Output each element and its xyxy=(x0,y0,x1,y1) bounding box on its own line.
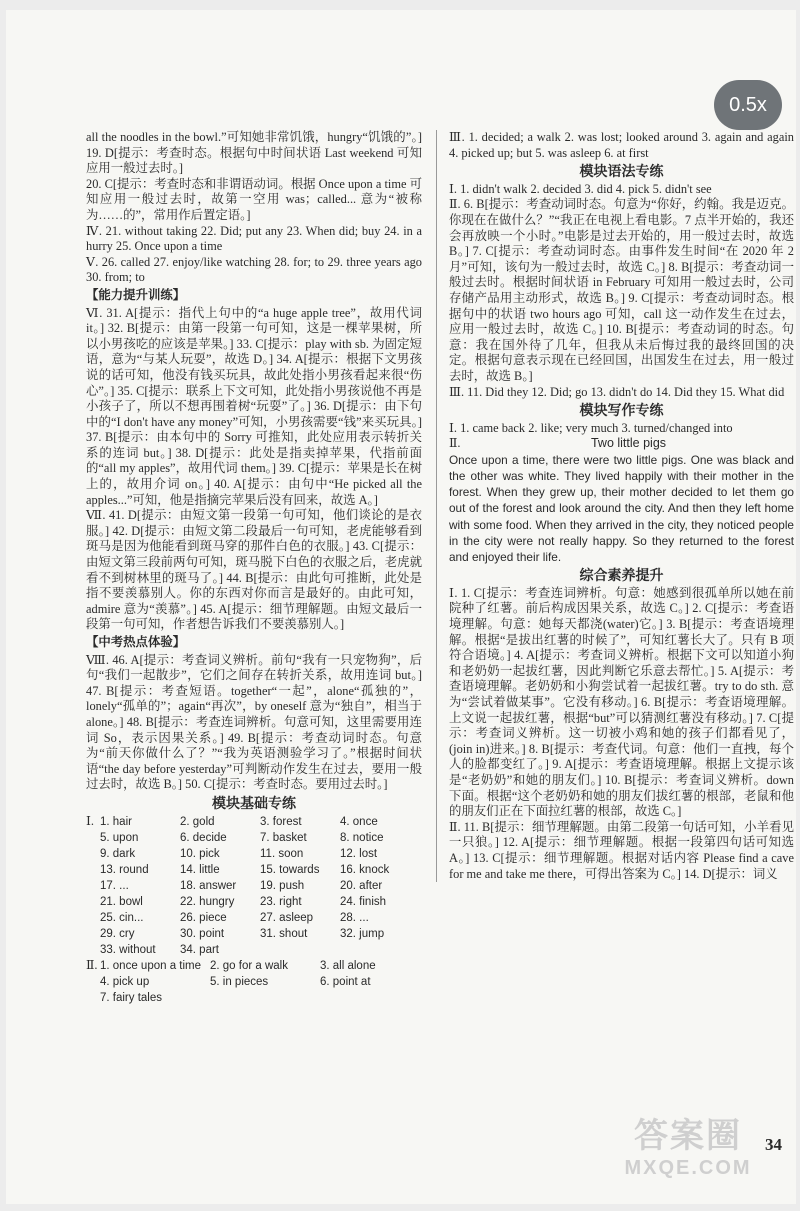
part-number: Ⅱ. xyxy=(449,436,461,451)
vocab-answer: 32. jump xyxy=(340,927,385,940)
vocab-answer: 6. decide xyxy=(180,831,227,844)
vocab-answer: 13. round xyxy=(100,863,149,876)
answer-paragraph: Ⅱ. 11. B[提示：细节理解题。由第二段第一句话可知，小羊看见一只狼。] 12. A[提示：细节理解题。根据一段第四句话可知选 A。] 13. C[提示：细节理解题。根据对话内容 Please find a cave for me and take me there，可得出答案为 C。] 14. D[提示：词义 xyxy=(449,819,794,881)
vocab-answer: 21. bowl xyxy=(100,895,143,908)
section-heading-grammar: 模块语法专练 xyxy=(579,163,664,180)
watermark-logo xyxy=(598,1108,778,1180)
vocab-answer: 11. soon xyxy=(260,847,304,860)
answer-paragraph: 20. C[提示：考查时态和非谓语动词。根据 Once upon a time 可知应用一般过去时，故第一空用 was；called... 意为“被称为……的”，常用作后置定语。] xyxy=(86,176,422,222)
zoom-level-badge[interactable]: 0.5x xyxy=(714,80,782,130)
vocab-answer: 18. answer xyxy=(180,879,237,892)
phrase-answer: 6. point at xyxy=(320,975,371,988)
section-label-ability: 【能力提升训练】 xyxy=(86,287,186,302)
phrase-block xyxy=(86,958,422,1006)
section-heading-writing: 模块写作专练 xyxy=(579,402,664,419)
vocab-answer: 10. pick xyxy=(180,847,220,860)
vocab-answer: 9. dark xyxy=(100,847,136,860)
answer-paragraph: Ⅵ. 31. A[提示：指代上句中的“a huge apple tree”，故用代词 it。] 32. B[提示：由第一段第一句可知，这是一棵苹果树，所以小男孩吃的应该是苹果。] 33. C[提示：play with sb. 为固定短语，意为“与某人玩耍”，故选 D。] 34. A[提示：根据下文男孩说的话可知，他没有钱买玩具，故此处指小男孩看起来很“伤心”。] 35. C[提示：联系上下文可知，此处指小男孩说他不再是小孩子了，所以不想再围着树“玩耍”了。] 36. D[提示：由下句中的“I don't have any money”可知，小男孩需要“钱”来买玩具。] 37. B[提示：由本句中的 Sorry 可推知，此处应用表示转折关系的连词 but。] 38. D[提示：此处是指卖掉苹果，代指前面的“all my apples”，故用代词 them。] 39. C[提示：苹果是长在树上的，故用介词 on。] 40. A[提示：由句中“He picked all the apples...”可知，他是指摘完苹果后没有回来，故选 A。] xyxy=(86,305,422,507)
vocab-answer: 5. upon xyxy=(100,831,139,844)
vocab-answer: 34. part xyxy=(180,943,219,956)
phrase-answer: 4. pick up xyxy=(100,975,150,988)
vocab-answer: 19. push xyxy=(260,879,305,892)
part-number: Ⅱ. xyxy=(86,957,98,972)
answer-paragraph: Ⅲ. 1. decided; a walk 2. was lost; looked around 3. again and again 4. picked up; but 5. was asleep 6. at first xyxy=(449,130,794,160)
vocab-answer: 20. after xyxy=(340,879,383,892)
essay-title-row xyxy=(449,436,794,452)
section-heading-comprehensive: 综合素养提升 xyxy=(579,567,664,584)
phrase-answer: 7. fairy tales xyxy=(100,991,162,1004)
vocab-answer: 29. cry xyxy=(100,927,135,940)
answer-paragraph: Ⅰ. 1. C[提示：考查连词辨析。句意：她感到很孤单所以她在前院种了红薯。前后构成因果关系，故选 C。] 2. C[提示：考查语境理解。句意：她每天都浇(water)它。] 3. B[提示：考查语境理解。根据“是拔出红薯的时候了”，可知红薯长大了。只有 B 项符合语境。] 4. A[提示：考查词义辨析。根据下文可以知道小狗和老奶奶一起拔红薯，因此判断它乐意去帮忙。] 5. A[提示：考查语境理解。老奶奶和小狗尝试着一起拔红薯。try to do sth. 意为“尝试着做某事”。它没有移动。] 6. B[提示：考查语境理解。上文说一起拔红薯，根据“but”可以猜测红薯没有移动。] 7. C[提示：考查词义辨析。这一切被小鸡和她的孩子们都看见了，(join in)进来。] 8. B[提示：考查代词。句意：他们一直拽，每个人的脸都变红了。] 9. A[提示：考查语境理解。根据上文提示该是“老奶奶”和她的朋友们。] 10. B[提示：考查词义辨析。down 下面。根据“这个老奶奶和她的朋友们拔红薯的根部，老鼠和他的朋友们正在下面拉红薯的根部，故选 C。] xyxy=(449,585,794,819)
vocab-answer: 17. ... xyxy=(100,879,129,892)
answer-paragraph: Ⅰ. 1. didn't walk 2. decided 3. did 4. pick 5. didn't see xyxy=(449,181,712,196)
vocab-answer: 22. hungry xyxy=(180,895,235,908)
answer-paragraph: Ⅲ. 11. Did they 12. Did; go 13. didn't do 14. Did they 15. What did xyxy=(449,384,785,399)
vocab-answer: 12. lost xyxy=(340,847,378,860)
section-label-hot: 【中考热点体验】 xyxy=(86,635,186,649)
vocab-answer: 8. notice xyxy=(340,831,384,844)
vocab-answer: 1. hair xyxy=(100,815,132,828)
right-column xyxy=(436,130,794,882)
vocab-answer: 30. point xyxy=(180,927,225,940)
answer-paragraph: Ⅶ. 41. D[提示：由短文第一段第一句可知，他们谈论的是衣服。] 42. D[提示：由短文第二段最后一句可知，老虎能够看到斑马是因为他能看到斑马穿的那件白色的衣服。] 43. C[提示：由短文第三段前两句可知，斑马脱下白色的衣服之后，老虎就看不到树林里的斑马了。] 44. B[提示：由此句可推断，此处是指不要羡慕别人。你的东西对你而言是最好的。由此可知，admire 意为“羡慕”。] 45. A[提示：细节理解题。由短文最后一段第一句可知，作者想告诉我们不要羡慕别人。] xyxy=(86,508,423,632)
vocab-answer: 25. cin... xyxy=(100,911,144,924)
vocab-block xyxy=(86,814,422,958)
essay-body: Once upon a time, there were two little pigs. One was black and the other was white. They lived happily with their mother in the forest. When they grew up, their mother decided to let them go out of the forest and look around the city. And then they left home with some food. When they arrived in the city, they noticed people in the city were not really happy. So they returned to the forest and enjoyed their life. xyxy=(449,452,794,565)
vocab-grid xyxy=(100,814,420,958)
left-column xyxy=(86,130,422,1006)
vocab-answer: 2. gold xyxy=(180,815,215,828)
answer-paragraph: Ⅰ. 1. came back 2. like; very much 3. turned/changed into xyxy=(449,420,733,435)
answer-paragraph: Ⅳ. 21. without taking 22. Did; put any 23. When did; buy 24. in a hurry 25. Once upon a time xyxy=(86,223,422,254)
vocab-answer: 14. little xyxy=(180,863,220,876)
answer-paragraph: Ⅱ. 6. B[提示：考查动词时态。句意为“你好，约翰。我是迈克。你现在在做什么？”“我正在电视上看电影。7 点半开始的，我还会再放映一个小时。”电影是过去开始的，用一般过去时，故选 B。] 7. C[提示：考查动词时态。由事件发生时间“在 2020 年 2 月”可知，该句为一般过去时，故选 C。] 8. B[提示：考查动词一般过去时。根据时间状语 in February 可知用一般过去时，公司存储产品用主动形式，故选 B。] 9. C[提示：考查动词时态。根据句中的状语 two hours ago 可知，call 这一动作发生在过去，应用一般过去时，故选 C。] 10. B[提示：考查动词的时态。句意：我在国外待了几年，但我从未后悔过我的最终回国的决定。根据句意表示现在已经回国，出国发生在过去，用一般过去时，故选 B。] xyxy=(449,197,794,383)
vocab-answer: 23. right xyxy=(260,895,302,908)
vocab-answer: 24. finish xyxy=(340,895,387,908)
part-number: Ⅰ. xyxy=(86,813,94,828)
vocab-answer: 26. piece xyxy=(180,911,227,924)
vocab-answer: 31. shout xyxy=(260,927,308,940)
vocab-answer: 28. ... xyxy=(340,911,369,924)
vocab-answer: 15. towards xyxy=(260,863,320,876)
vocab-answer: 27. asleep xyxy=(260,911,314,924)
answer-paragraph: all the noodles in the bowl.”可知她非常饥饿，hungry“饥饿的”。] 19. D[提示：考查时态。根据句中时间状语 Last weekend 可知应用一般过去时。] xyxy=(86,130,422,176)
answer-page xyxy=(6,10,796,1204)
answer-paragraph: Ⅷ. 46. A[提示：考查词义辨析。前句“我有一只宠物狗”，后句“我们一起散步”，它们之间存在转折关系，故用连词 but。] 47. B[提示：考查短语。together“一起”，alone“孤独的”，lonely“孤单的”；again“再次”，by oneself 意为“独自”，相当于 alone。] 48. B[提示：考查连词辨析。句意可知，这里需要用连词 So，表示因果关系。] 49. B[提示：考查动词时态。句意为“前天你做什么了？”“我为英语测验学习了。”根据时间状语“the day before yesterday”可判断动作发生在过去，要用一般过去时，故选 B。] 50. C[提示：考查时态。要用过去时。] xyxy=(86,652,422,792)
watermark-url: MXQE.COM xyxy=(624,1157,752,1179)
section-heading-basic: 模块基础专练 xyxy=(212,794,296,811)
phrase-answer: 5. in pieces xyxy=(210,975,269,988)
watermark-text: 答案圈 xyxy=(634,1117,742,1155)
vocab-answer: 33. without xyxy=(100,943,156,956)
vocab-answer: 3. forest xyxy=(260,815,302,828)
phrase-answer: 2. go for a walk xyxy=(210,959,288,972)
phrase-answer: 3. all alone xyxy=(320,959,376,972)
vocab-answer: 7. basket xyxy=(260,831,307,844)
phrase-answer: 1. once upon a time xyxy=(100,959,202,972)
essay-title: Two little pigs xyxy=(590,436,667,451)
phrase-grid xyxy=(100,958,420,1006)
vocab-answer: 16. knock xyxy=(340,863,390,876)
answer-paragraph: Ⅴ. 26. called 27. enjoy/like watching 28. for; to 29. three years ago 30. from; to xyxy=(86,254,422,285)
vocab-answer: 4. once xyxy=(340,815,378,828)
page-number: 34 xyxy=(765,1135,782,1154)
